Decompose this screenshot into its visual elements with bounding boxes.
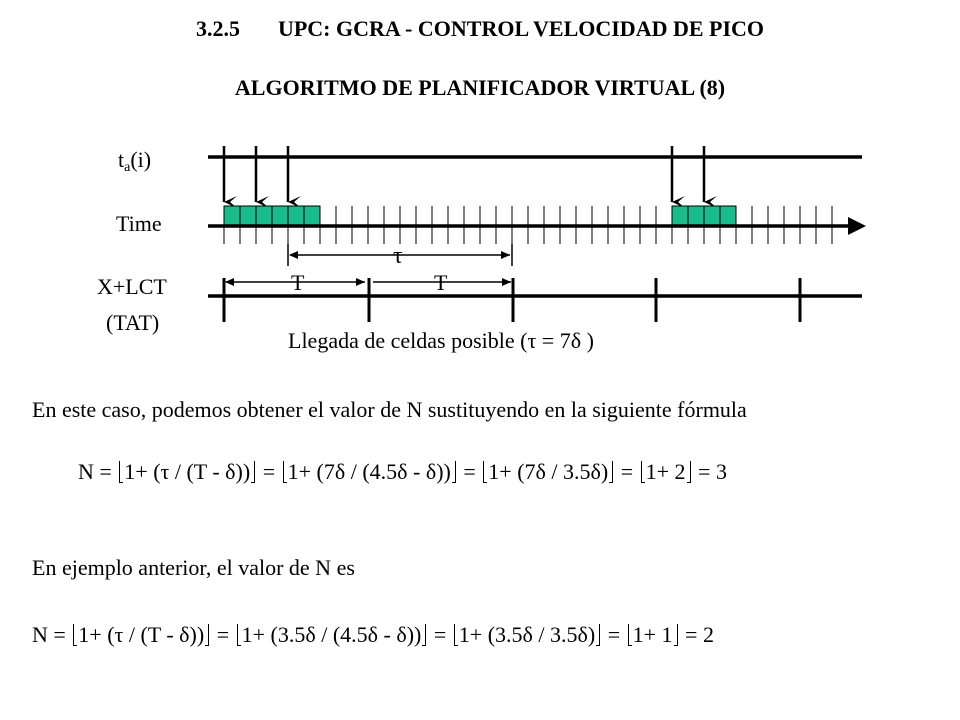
intro-text-1: En este caso, podemos obtener el valor de N sustituyendo en la siguiente fórmula: [32, 397, 747, 422]
formula-1: [78, 459, 727, 485]
label-T: T: [291, 270, 305, 295]
floor-left-bracket: [483, 461, 487, 483]
formula-part: N =: [78, 459, 118, 484]
floor-right-bracket: [205, 624, 209, 646]
time-axis-arrowhead: [848, 217, 866, 235]
formula-part: 1+ (τ / (T - δ)): [124, 459, 251, 484]
label-tau: τ: [393, 243, 403, 269]
formula-part: =: [211, 622, 235, 647]
floor-left-bracket: [628, 624, 632, 646]
formula-part: 1+ 1: [632, 622, 673, 647]
formula-part: 1+ (3.5δ / 3.5δ): [458, 622, 596, 647]
formula-part: 1+ (3.5δ / (4.5δ - δ)): [241, 622, 422, 647]
label-time: Time: [116, 211, 162, 236]
formula-part: = 2: [679, 622, 714, 647]
formula-2: [32, 622, 714, 648]
floor-left-bracket: [237, 624, 241, 646]
formula-part: 1+ (τ / (T - δ)): [78, 622, 205, 647]
formula-part: 1+ 2: [645, 459, 686, 484]
formula-part: =: [428, 622, 452, 647]
formula-part: =: [602, 622, 626, 647]
label-xlct: X+LCT: [97, 274, 167, 299]
formula-part: =: [457, 459, 482, 484]
formula-part: =: [257, 459, 281, 484]
formula-part: 1+ (7δ / (4.5δ - δ)): [287, 459, 451, 484]
title-heading: UPC: GCRA - CONTROL VELOCIDAD DE PICO: [277, 16, 765, 41]
floor-right-bracket: [609, 461, 613, 483]
label-T: T: [434, 270, 448, 295]
label-ta: ta(i): [118, 147, 152, 175]
formula-part: = 3: [692, 459, 727, 484]
floor-left-bracket: [283, 461, 287, 483]
floor-right-bracket: [251, 461, 255, 483]
floor-right-bracket: [674, 624, 678, 646]
page-subtitle: ALGORITMO DE PLANIFICADOR VIRTUAL (8): [234, 75, 726, 100]
caption-cell-arrival: Llegada de celdas posible (τ = 7δ ): [288, 328, 594, 353]
section-number: 3.2.5: [195, 16, 240, 41]
label-tat: (TAT): [106, 310, 160, 335]
formula-part: N =: [32, 622, 72, 647]
formula-part: 1+ (7δ / 3.5δ): [488, 459, 609, 484]
floor-right-bracket: [596, 624, 600, 646]
floor-right-bracket: [452, 461, 456, 483]
intro-text-2: En ejemplo anterior, el valor de N es: [32, 555, 355, 580]
floor-left-bracket: [73, 624, 77, 646]
floor-right-bracket: [422, 624, 426, 646]
floor-left-bracket: [641, 461, 645, 483]
floor-left-bracket: [119, 461, 123, 483]
floor-right-bracket: [687, 461, 691, 483]
formula-part: =: [615, 459, 639, 484]
floor-left-bracket: [454, 624, 458, 646]
